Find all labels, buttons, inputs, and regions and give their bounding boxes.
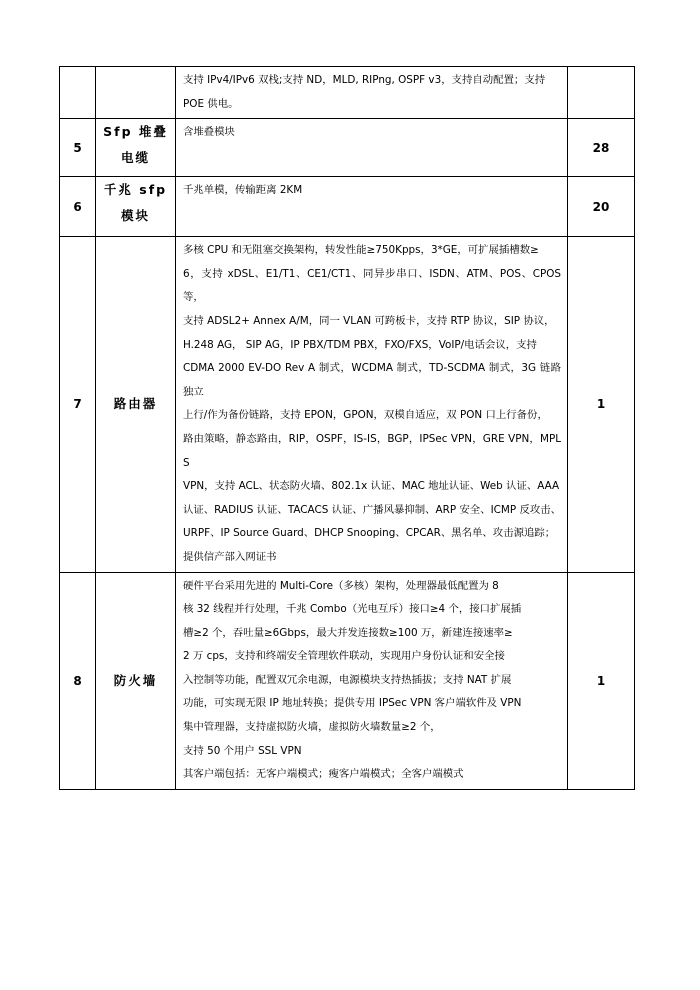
spec-line: 槽≥2 个，吞吐量≥6Gbps，最大并发连接数≥100 万，新建连接速率≥ — [183, 626, 513, 639]
table-body — [60, 67, 635, 790]
row-number: 7 — [60, 237, 96, 572]
item-name: 路由器 — [96, 237, 176, 572]
spec-line: 支持 50 个用户 SSL VPN — [183, 744, 302, 757]
spec-line: 核 32 线程并行处理，千兆 Combo（光电互斥）接口≥4 个，接口扩展插 — [183, 603, 522, 616]
spec-line: 6，支持 xDSL、E1/T1、CE1/CT1、同异步串口、ISDN、ATM、POS、CPOS 等， — [183, 267, 561, 304]
spec-line: URPF、IP Source Guard、DHCP Snooping、CPCAR、黑名单、攻击源追踪； — [183, 527, 556, 540]
spec-line: VPN，支持 ACL、状态防火墙、802.1x 认证、MAC 地址认证、Web 认证、AAA — [183, 480, 560, 493]
row-number — [60, 67, 96, 119]
item-quantity: 28 — [568, 119, 635, 177]
table-row — [60, 237, 635, 572]
table-row — [60, 119, 635, 177]
table-row — [60, 572, 635, 789]
spec-line: POE 供电。 — [183, 97, 239, 110]
item-spec — [176, 237, 568, 572]
spec-line: 功能，可实现无限 IP 地址转换；提供专用 IPSec VPN 客户端软件及 VPN — [183, 697, 522, 710]
item-spec — [176, 177, 568, 237]
item-name: 千兆 sfp 模块 — [96, 177, 176, 237]
spec-line: 多核 CPU 和无阻塞交换架构，转发性能≥750Kpps，3*GE，可扩展插槽数≥ — [183, 244, 539, 257]
spec-line: 提供信产部入网证书 — [183, 550, 277, 563]
equipment-spec-table — [59, 66, 635, 790]
spec-line: 2 万 cps，支持和终端安全管理软件联动，实现用户身份认证和安全接 — [183, 650, 505, 663]
spec-line: 支持 ADSL2+ Annex A/M，同一 VLAN 可跨板卡，支持 RTP 协议，SIP 协议， — [183, 314, 555, 327]
item-name: 防火墙 — [96, 572, 176, 789]
item-quantity — [568, 67, 635, 119]
spec-line: 路由策略，静态路由，RIP，OSPF，IS-IS，BGP，IPSec VPN，GRE VPN，MPLS — [183, 432, 561, 469]
item-quantity: 1 — [568, 237, 635, 572]
item-spec — [176, 572, 568, 789]
spec-line: 千兆单模，传输距离 2KM — [183, 184, 303, 197]
row-number: 6 — [60, 177, 96, 237]
table-row — [60, 67, 635, 119]
spec-line: H.248 AG， SIP AG，IP PBX/TDM PBX，FXO/FXS，VoIP/电话会议，支持 — [183, 338, 537, 351]
table-row — [60, 177, 635, 237]
row-number: 8 — [60, 572, 96, 789]
spec-line: 上行/作为备份链路，支持 EPON，GPON，双模自适应，双 PON 口上行备份， — [183, 409, 548, 422]
spec-line: 其客户端包括：无客户端模式；瘦客户端模式；全客户端模式 — [183, 768, 464, 781]
row-number: 5 — [60, 119, 96, 177]
item-spec — [176, 119, 568, 177]
spec-line: 硬件平台采用先进的 Multi-Core（多核）架构，处理器最低配置为 8 — [183, 579, 499, 592]
spec-line: 支持 IPv4/IPv6 双栈;支持 ND，MLD, RIPng, OSPF v3，支持自动配置；支持 — [183, 74, 546, 86]
item-quantity: 20 — [568, 177, 635, 237]
spec-line: 含堆叠模块 — [183, 126, 235, 139]
item-quantity: 1 — [568, 572, 635, 789]
item-spec — [176, 67, 568, 119]
spec-line: 集中管理器，支持虚拟防火墙，虚拟防火墙数量≥2 个， — [183, 721, 441, 734]
item-name: Sfp 堆叠电缆 — [96, 119, 176, 177]
spec-line: 入控制等功能，配置双冗余电源，电源模块支持热插拔；支持 NAT 扩展 — [183, 673, 512, 686]
spec-line: 认证、RADIUS 认证、TACACS 认证、广播风暴抑制、ARP 安全、ICMP 反攻击、 — [183, 503, 562, 516]
item-name — [96, 67, 176, 119]
spec-line: CDMA 2000 EV-DO Rev A 制式，WCDMA 制式，TD-SCDMA 制式，3G 链路独立 — [183, 362, 561, 398]
